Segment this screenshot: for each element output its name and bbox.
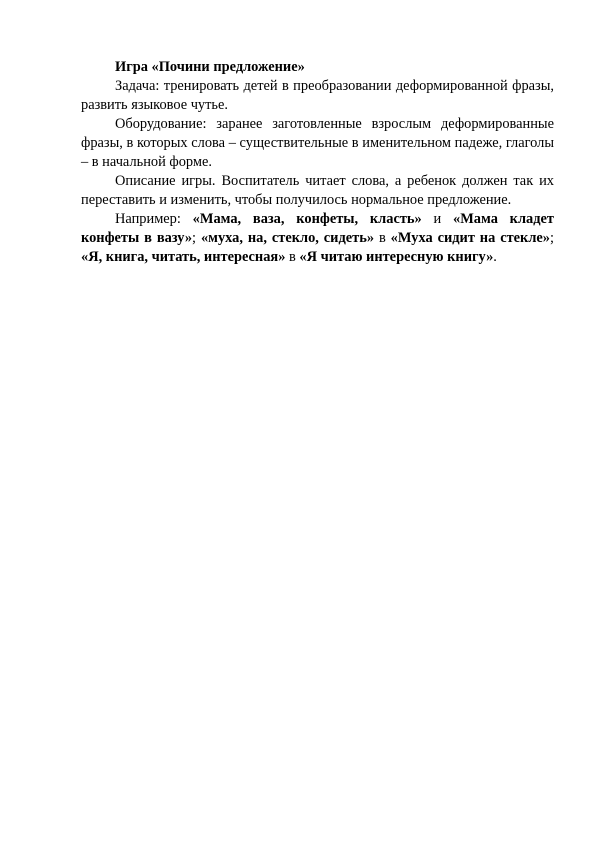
example-separator-2: ; [550,230,555,246]
example-connector-2: в [374,230,391,246]
example-phrase-1: «Мама, ваза, конфеты, класть» [192,211,422,227]
example-connector-3: в [285,249,300,265]
example-intro: Например: [115,211,193,227]
example-phrase-2: «муха, на, стекло, сидеть» [200,230,375,246]
example-phrase-3: «Я, книга, читать, интересная» [81,249,286,265]
example-connector-1: и [421,211,454,227]
description-paragraph: Описание игры. Воспитатель читает слова, а ребенок должен так их переставить и изменить, чтобы получилось нормальное предложение. [81,173,554,208]
game-title: Игра «Почини предложение» [115,59,305,75]
example-end: . [493,249,497,265]
equipment-paragraph: Оборудование: заранее заготовленные взрослым деформированные фразы, в которых слова – существительные в именительном падеже, глаголы – в начальной форме. [81,116,554,170]
example-paragraph [81,210,554,267]
document-body [81,58,554,267]
example-separator-1: ; [192,230,201,246]
example-answer-2: «Муха сидит на стекле» [390,230,551,246]
example-answer-3: «Я читаю интересную книгу» [299,249,494,265]
example-answer-1: «Мама кладет конфеты в вазу» [81,211,554,246]
task-paragraph: Задача: тренировать детей в преобразовании деформированной фразы, развить языковое чутье. [81,78,554,113]
